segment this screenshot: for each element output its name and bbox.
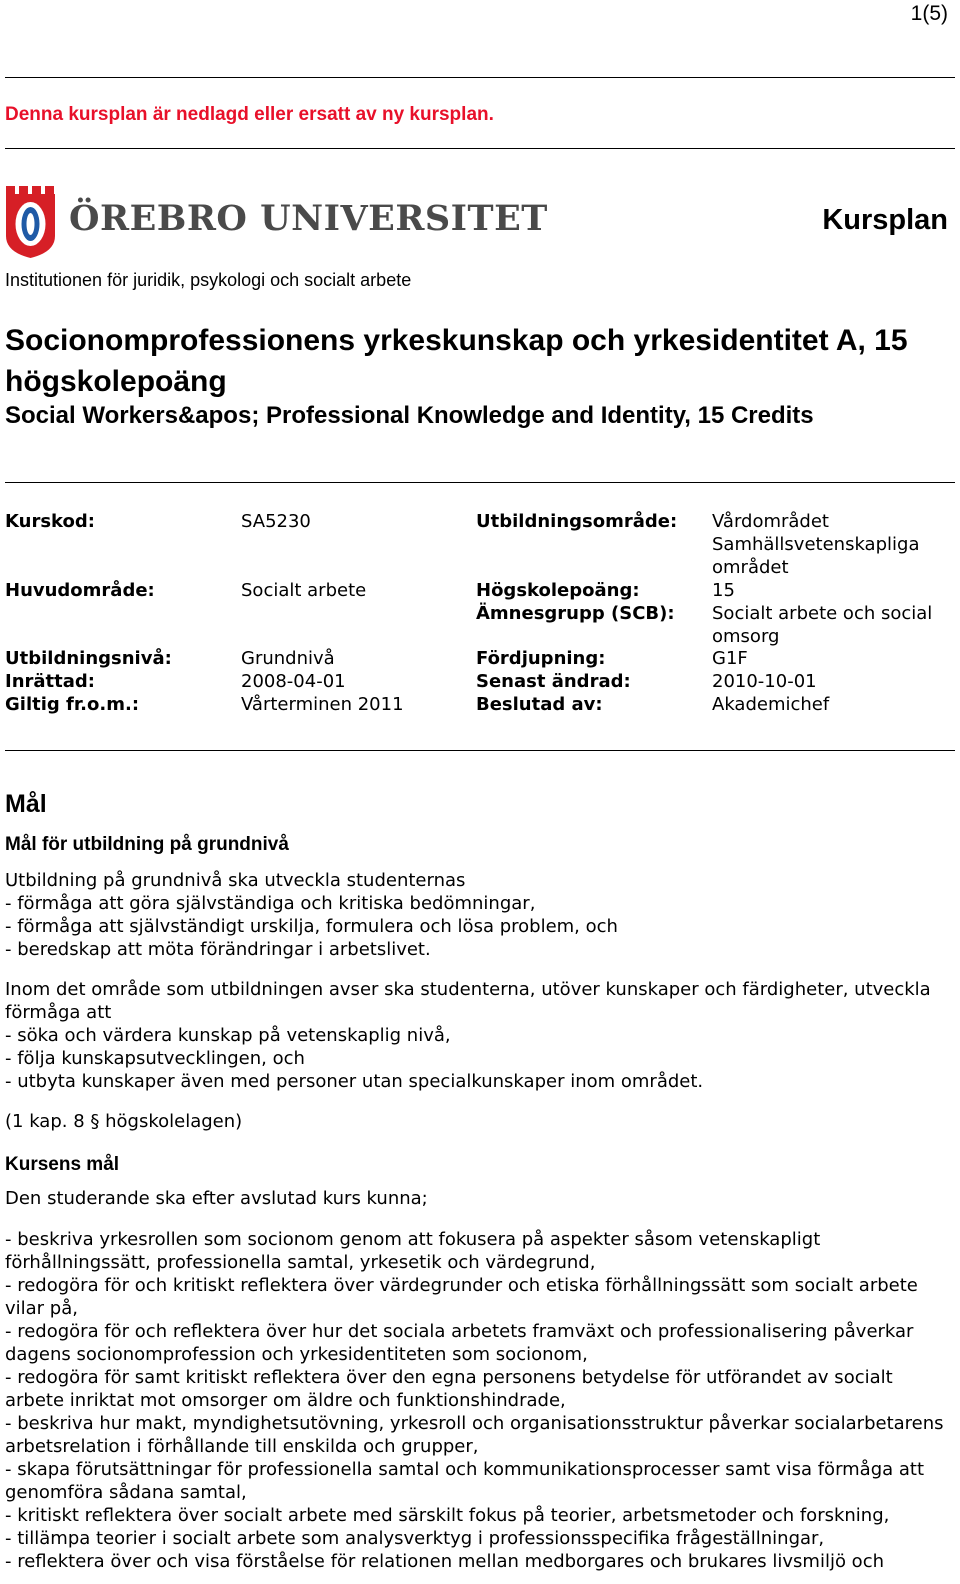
course-code: SA5230	[241, 511, 311, 532]
first-cycle-goals-text: Utbildning på grundnivå ska utveckla studenternas - förmåga att göra självständiga och kritiska bedömningar, - förmåga att självständigt urskilja, formulera och lösa problem, och - beredskap att möta förändringar i arbetslivet.	[5, 870, 618, 960]
main-field: Socialt arbete	[241, 580, 367, 601]
course-goals-list: - beskriva yrkesrollen som socionom genom att fokusera på aspekter såsom vetenskapligt förhållningssätt, professionella samtal, yrkesetik och värdegrund, - redogöra för och kritiskt reflektera över värdegrunder och etiska förhållningssätt som socialt arbete vilar på, - redogöra för och reflektera över hur det sociala arbetets framväxt och professionalisering påverkar dagens socionomprofession och yrkesidentiteten som socionom, - redogöra för samt kritiskt reflektera över den egna personens betydelse för utförandet av socialt arbete inriktat mot omsorger om äldre och funktionshindrade, - beskriva hur makt, myndighetsutövning, yrkesroll och organisationsstruktur påverkar socialarbetarens arbetsrelation i förhållande till enskilda och grupper, - skapa förutsättningar för professionella samtal och kommunikationsprocesser samt visa förmåga att genomföra sådana samtal, - kritiskt reflektera över socialt arbete med särskilt fokus på teorier, arbetsmetoder och forskning, - tillämpa teorier i socialt arbete som analysverktyg i professionsspecifika frågeställningar, - reflektera över och visa förståelse för relationen mellan medborgares och brukares livsmiljö och	[5, 1229, 944, 1572]
fact-label: Utbildningsområde:	[476, 511, 678, 532]
subject-group: Socialt arbete och social omsorg	[712, 603, 933, 647]
course-subtitle: Social Workers&apos; Professional Knowledge and Identity, 15 Credits	[5, 402, 814, 429]
education-area: Vårdområdet Samhällsvetenskapliga området	[712, 511, 920, 578]
facts-row	[5, 602, 955, 647]
established-date: 2008-04-01	[241, 671, 346, 692]
facts-bottom-divider	[5, 750, 955, 751]
fact-label: Senast ändrad:	[476, 671, 631, 692]
course-title: Socionomprofessionens yrkeskunskap och yrkesidentitet A, 15 högskolepoäng	[5, 324, 908, 398]
facts-row	[5, 579, 955, 602]
page-number: 1(5)	[910, 2, 948, 25]
university-emblem-icon	[5, 186, 63, 260]
fact-label: Kurskod:	[5, 511, 95, 532]
fact-label: Giltig fr.o.m.:	[5, 694, 140, 715]
fact-label: Ämnesgrupp (SCB):	[476, 603, 675, 624]
fact-label: Fördjupning:	[476, 648, 606, 669]
document-type-heading: Kursplan	[822, 204, 948, 236]
last-changed-date: 2010-10-01	[712, 671, 817, 692]
top-divider	[5, 77, 955, 78]
fact-label: Utbildningsnivå:	[5, 648, 172, 669]
fact-label: Högskolepoäng:	[476, 580, 640, 601]
education-level: Grundnivå	[241, 648, 335, 669]
facts-row	[5, 693, 955, 716]
institution-name: Institutionen för juridik, psykologi och socialt arbete	[5, 270, 412, 290]
progression: G1F	[712, 648, 748, 669]
university-name: ÖREBRO UNIVERSITET	[69, 198, 548, 239]
fact-label: Beslutad av:	[476, 694, 603, 715]
law-reference: (1 kap. 8 § högskolelagen)	[5, 1111, 243, 1132]
facts-row	[5, 510, 955, 579]
fact-label: Huvudområde:	[5, 580, 155, 601]
facts-row	[5, 647, 955, 670]
facts-top-divider	[5, 482, 955, 483]
facts-row	[5, 670, 955, 693]
course-goals-intro: Den studerande ska efter avslutad kurs kunna;	[5, 1188, 428, 1209]
subheading-first-cycle-goals: Mål för utbildning på grundnivå	[5, 834, 289, 855]
valid-from: Vårterminen 2011	[241, 694, 404, 715]
notice-divider	[5, 148, 955, 149]
course-facts-table	[5, 510, 955, 716]
section-heading-goals: Mål	[5, 790, 47, 818]
credits: 15	[712, 580, 735, 601]
university-logo	[5, 186, 548, 260]
decided-by: Akademichef	[712, 694, 830, 715]
subheading-course-goals: Kursens mål	[5, 1154, 120, 1175]
fact-label: Inrättad:	[5, 671, 95, 692]
field-goals-text: Inom det område som utbildningen avser ska studenterna, utöver kunskaper och färdigheter, utveckla förmåga att - söka och värdera kunskap på vetenskaplig nivå, - följa kunskapsutvecklingen, och - utbyta kunskaper även med personer utan specialkunskaper inom området.	[5, 979, 931, 1092]
discontinued-notice: Denna kursplan är nedlagd eller ersatt av ny kursplan.	[5, 104, 494, 125]
